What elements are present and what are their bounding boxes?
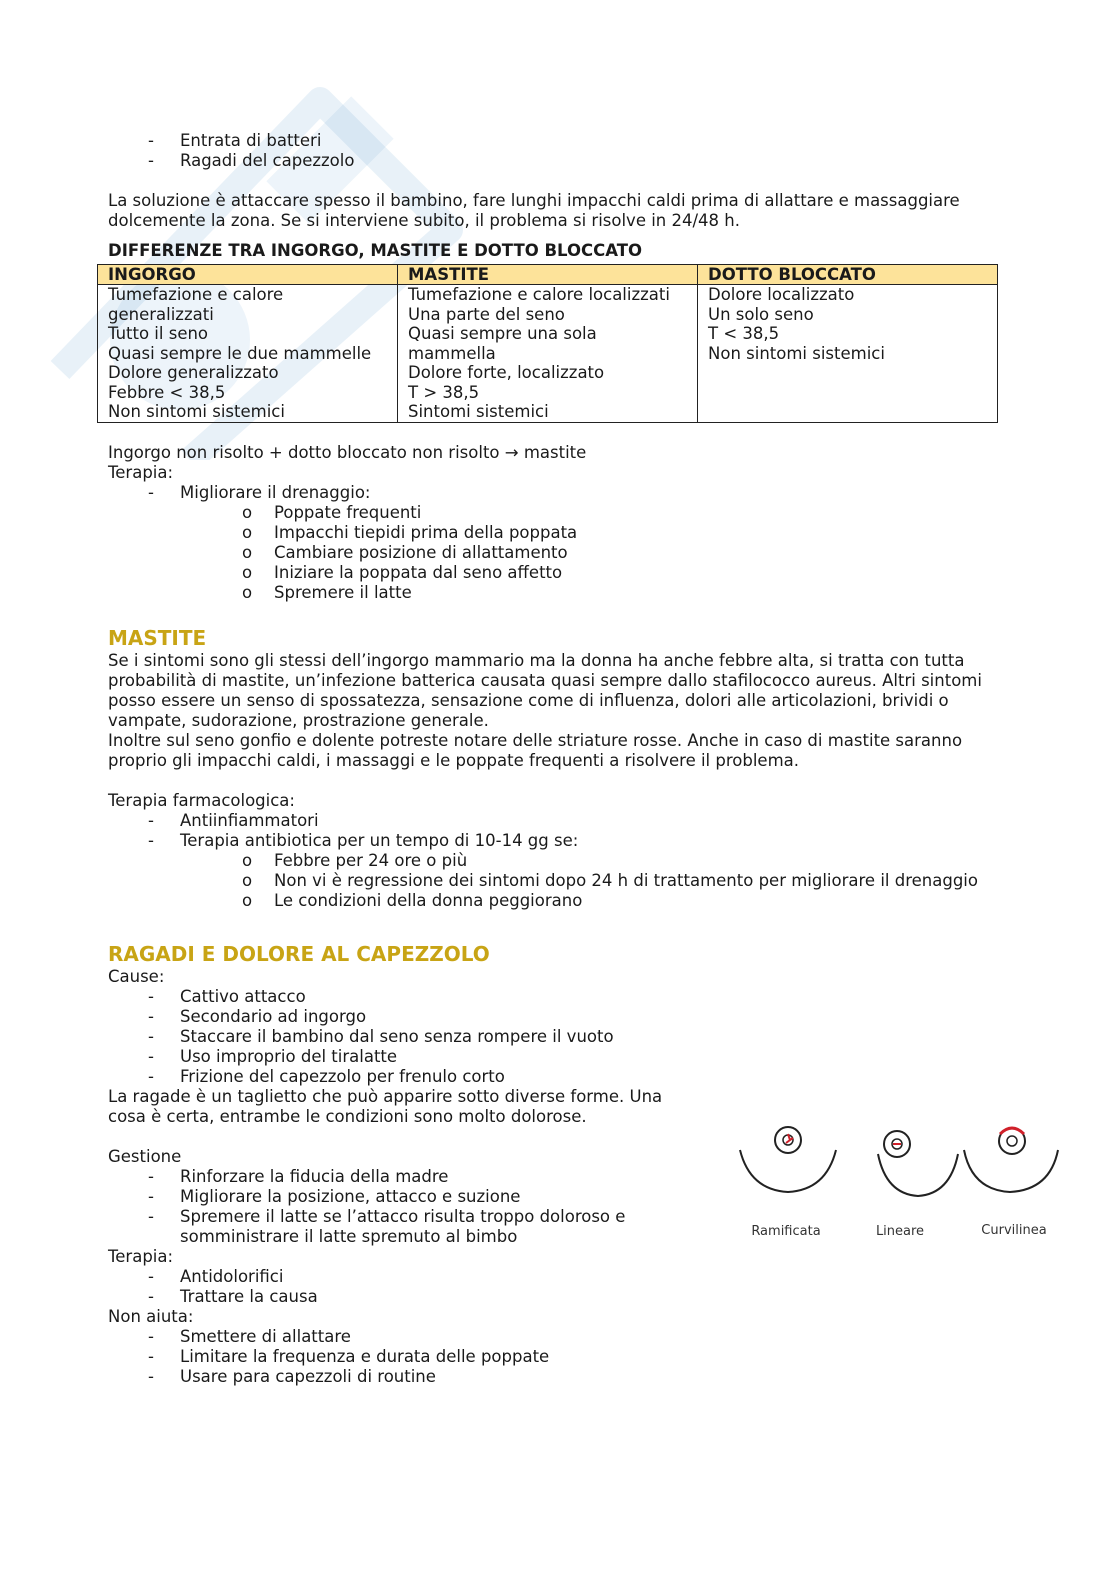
list-item: - Migliorare la posizione, attacco e suzione — [148, 1186, 521, 1206]
list-item: - Terapia antibiotica per un tempo di 10-14 gg se: — [148, 830, 579, 850]
table-row — [98, 285, 998, 423]
list-item: - Antiinfiammatori — [148, 810, 319, 830]
table-cell-dotto-bloccato — [698, 285, 998, 423]
cell-line: Tumefazione e calore localizzati — [408, 285, 670, 304]
list-item: - Trattare la causa — [148, 1286, 318, 1306]
differences-title: DIFFERENZE TRA INGORGO, MASTITE E DOTTO BLOCCATO — [108, 241, 642, 260]
list-item: o Poppate frequenti — [242, 502, 422, 522]
not-helpful-label: Non aiuta: — [108, 1306, 194, 1326]
breast-outline-ramificata — [740, 1150, 836, 1192]
table-header: INGORGO — [98, 265, 398, 285]
cell-line: Una parte del seno — [408, 304, 565, 324]
areola-curvilinea — [1007, 1136, 1017, 1146]
breast-outline-curvilinea — [964, 1150, 1058, 1192]
management-label: Gestione — [108, 1146, 182, 1166]
table-cell-mastite — [398, 285, 698, 423]
comparison-table — [97, 264, 998, 423]
pharma-label: Terapia farmacologica: — [108, 790, 295, 810]
ragadi-heading: RAGADI E DOLORE AL CAPEZZOLO — [108, 941, 490, 966]
list-item: - Spremere il latte se l’attacco risulta troppo doloroso e somministrare il latte spremuto al bimbo — [148, 1206, 626, 1246]
therapy-label: Terapia: — [108, 462, 174, 482]
pharma-list — [108, 811, 1008, 851]
label-ramificata: Ramificata — [751, 1224, 821, 1239]
list-item: - Usare para capezzoli di routine — [148, 1366, 436, 1386]
list-item: - Antidolorifici — [148, 1266, 284, 1286]
list-item: - Ragadi del capezzolo — [148, 151, 355, 170]
cell-line: Sintomi sistemici — [408, 402, 549, 421]
cell-line: Tumefazione e calore generalizzati — [108, 285, 284, 324]
intro-paragraph: La soluzione è attaccare spesso il bambino, fare lunghi impacchi caldi prima di allattare e massaggiare dolcemente la zona. Se si interviene subito, il problema si risolve in 24/48 h. — [108, 191, 960, 230]
mastite-heading: MASTITE — [108, 625, 207, 650]
management-list — [108, 1167, 668, 1247]
mastite-paragraph-1: Se i sintomi sono gli stessi dell’ingorgo mammario ma la donna ha anche febbre alta, si tratta con tutta probabilità di mastite, un’infezione batterica causata quasi sempre dallo stafilococco aureus. Altri sintomi posso essere un senso di spossatezza, sensazione come di influenza, dolori alle articolazioni, brividi o vampate, sudorazione, prostrazione generale. — [108, 650, 982, 730]
cell-line: Quasi sempre una sola mammella — [408, 324, 597, 363]
antibiotic-conditions — [108, 851, 1008, 911]
cell-line: Dolore forte, localizzato — [408, 363, 605, 382]
list-item: - Uso improprio del tiralatte — [148, 1046, 398, 1066]
cell-line: Dolore localizzato — [708, 285, 855, 304]
list-item: - Frizione del capezzolo per frenulo corto — [148, 1066, 505, 1086]
ragadi-therapy-list — [108, 1267, 1008, 1307]
cell-line: Non sintomi sistemici — [708, 343, 885, 363]
ragade-description: La ragade è un taglietto che può apparire sotto diverse forme. Una cosa è certa, entrambe le condizioni sono molto dolorose. — [108, 1086, 663, 1126]
therapy-list — [108, 483, 1008, 503]
table-header: DOTTO BLOCCATO — [698, 265, 998, 285]
list-item: - Staccare il bambino dal seno senza rompere il vuoto — [148, 1026, 614, 1046]
cell-line: Non sintomi sistemici — [108, 402, 285, 421]
causes-label: Cause: — [108, 966, 165, 986]
mastite-paragraph-2: Inoltre sul seno gonfio e dolente potreste notare delle striature rosse. Anche in caso di mastite saranno proprio gli impacchi caldi, i massaggi e le poppate frequenti a risolvere il problema. — [108, 730, 963, 770]
cell-line: Febbre < 38,5 — [108, 382, 226, 402]
formula-line: Ingorgo non risolto + dotto bloccato non risolto → mastite — [108, 442, 587, 462]
ragadi-therapy-label: Terapia: — [108, 1246, 174, 1266]
list-item: o Cambiare posizione di allattamento — [242, 542, 568, 562]
nipple-ramificata — [775, 1127, 801, 1153]
cell-line: T < 38,5 — [708, 324, 780, 343]
table-header-row — [98, 265, 998, 285]
label-lineare: Lineare — [875, 1224, 925, 1239]
table-header: MASTITE — [398, 265, 698, 285]
list-item: o Impacchi tiepidi prima della poppata — [242, 522, 578, 542]
label-curvilinea: Curvilinea — [981, 1223, 1047, 1238]
list-item: o Iniziare la poppata dal seno affetto — [242, 562, 563, 582]
cell-line: Un solo seno — [708, 304, 814, 324]
not-helpful-list — [108, 1327, 1008, 1387]
breast-outline-lineare — [878, 1154, 958, 1196]
table-cell-ingorgo — [98, 285, 398, 423]
list-item: o Non vi è regressione dei sintomi dopo 24 h di trattamento per migliorare il drenaggio — [242, 870, 978, 890]
cell-line: T > 38,5 — [408, 382, 480, 402]
cell-line: Tutto il seno — [108, 324, 209, 343]
top-bullet-list — [108, 131, 1008, 171]
list-item: - Smettere di allattare — [148, 1326, 351, 1346]
cell-line: Quasi sempre le due mammelle — [108, 343, 372, 363]
list-item: - Migliorare il drenaggio: — [148, 482, 371, 502]
list-item: - Cattivo attacco — [148, 986, 306, 1006]
list-item: - Rinforzare la fiducia della madre — [148, 1166, 449, 1186]
list-item: o Le condizioni della donna peggiorano — [242, 890, 583, 910]
list-item: - Limitare la frequenza e durata delle poppate — [148, 1346, 550, 1366]
cell-line: Dolore generalizzato — [108, 363, 279, 382]
fissure-illustration — [732, 1110, 1072, 1250]
causes-list — [108, 987, 1008, 1087]
fissure-curvilinea — [1000, 1128, 1024, 1134]
list-item: - Entrata di batteri — [148, 131, 322, 150]
fissure-types-figure — [732, 1110, 1072, 1250]
list-item: o Spremere il latte — [242, 582, 412, 602]
list-item: - Secondario ad ingorgo — [148, 1006, 367, 1026]
list-item: o Febbre per 24 ore o più — [242, 850, 468, 870]
therapy-sublist — [108, 503, 1008, 603]
